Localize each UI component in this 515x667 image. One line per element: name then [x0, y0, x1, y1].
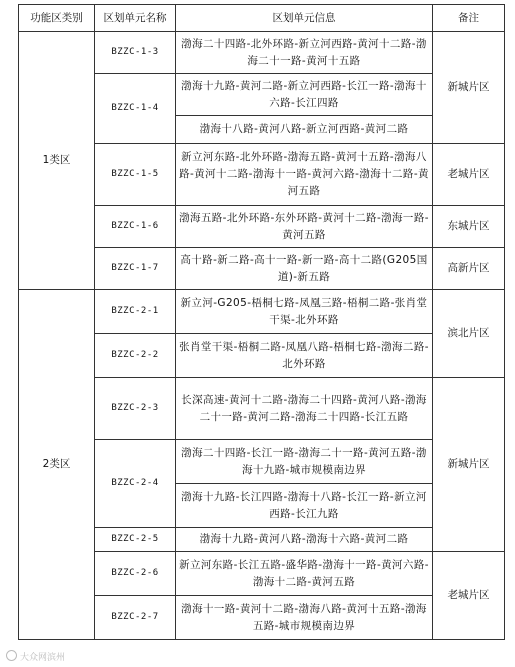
header-category: 功能区类别 — [19, 5, 95, 32]
unit-info: 新立河-G205-梧桐七路-凤凰三路-梧桐二路-张肖堂干渠-北外环路 — [176, 290, 433, 334]
unit-info: 长深高速-黄河十二路-渤海二十四路-黄河八路-渤海二十一路-黄河二路-渤海二十四路-长江五路 — [176, 378, 433, 440]
remark-cell: 老城片区 — [433, 552, 505, 640]
unit-info: 渤海十九路-长江四路-渤海十八路-长江一路-新立河西路-长江九路 — [176, 484, 433, 528]
unit-info: 新立河东路-长江五路-盛华路-渤海十一路-黄河六路-渤海十二路-黄河五路 — [176, 552, 433, 596]
unit-info: 渤海十九路-黄河八路-渤海十六路-黄河二路 — [176, 528, 433, 552]
watermark-text: 大众网滨州 — [20, 653, 66, 663]
unit-code: BZZC-2-5 — [95, 528, 176, 552]
unit-code: BZZC-2-4 — [95, 440, 176, 528]
header-unit-name: 区划单元名称 — [95, 5, 176, 32]
unit-code: BZZC-1-5 — [95, 144, 176, 206]
unit-code: BZZC-2-6 — [95, 552, 176, 596]
category-cell-1: 1类区 — [19, 32, 95, 290]
zoning-table — [18, 4, 505, 640]
header-remarks: 备注 — [433, 5, 505, 32]
category-cell-2: 2类区 — [19, 290, 95, 640]
remark-cell: 滨北片区 — [433, 290, 505, 378]
unit-info: 新立河东路-北外环路-渤海五路-黄河十五路-渤海八路-黄河十二路-渤海十一路-黄河六路-渤海十二路-黄河五路 — [176, 144, 433, 206]
unit-info: 渤海五路-北外环路-东外环路-黄河十二路-渤海一路-黄河五路 — [176, 206, 433, 248]
unit-code: BZZC-1-3 — [95, 32, 176, 74]
unit-code: BZZC-2-1 — [95, 290, 176, 334]
unit-info: 渤海二十四路-北外环路-新立河西路-黄河十二路-渤海二十一路-黄河十五路 — [176, 32, 433, 74]
remark-cell: 新城片区 — [433, 32, 505, 144]
unit-code: BZZC-2-2 — [95, 334, 176, 378]
table-row — [19, 32, 505, 74]
unit-info: 渤海十八路-黄河八路-新立河西路-黄河二路 — [176, 116, 433, 144]
unit-code: BZZC-2-3 — [95, 378, 176, 440]
remark-cell: 高新片区 — [433, 248, 505, 290]
unit-info: 渤海二十四路-长江一路-渤海二十一路-黄河五路-渤海十九路-城市规模南边界 — [176, 440, 433, 484]
header-unit-info: 区划单元信息 — [176, 5, 433, 32]
remark-cell: 东城片区 — [433, 206, 505, 248]
weibo-icon — [6, 650, 17, 661]
remark-cell: 新城片区 — [433, 378, 505, 552]
unit-info: 张肖堂干渠-梧桐二路-凤凰八路-梧桐七路-渤海二路-北外环路 — [176, 334, 433, 378]
unit-info: 高十路-新二路-高十一路-新一路-高十二路(G205国道)-新五路 — [176, 248, 433, 290]
unit-code: BZZC-1-4 — [95, 74, 176, 144]
header-row — [19, 5, 505, 32]
unit-code: BZZC-2-7 — [95, 596, 176, 640]
watermark — [6, 650, 65, 663]
remark-cell: 老城片区 — [433, 144, 505, 206]
unit-info: 渤海十九路-黄河二路-新立河西路-长江一路-渤海十六路-长江四路 — [176, 74, 433, 116]
unit-info: 渤海十一路-黄河十二路-渤海八路-黄河十五路-渤海五路-城市规模南边界 — [176, 596, 433, 640]
table-row — [19, 290, 505, 334]
unit-code: BZZC-1-6 — [95, 206, 176, 248]
unit-code: BZZC-1-7 — [95, 248, 176, 290]
